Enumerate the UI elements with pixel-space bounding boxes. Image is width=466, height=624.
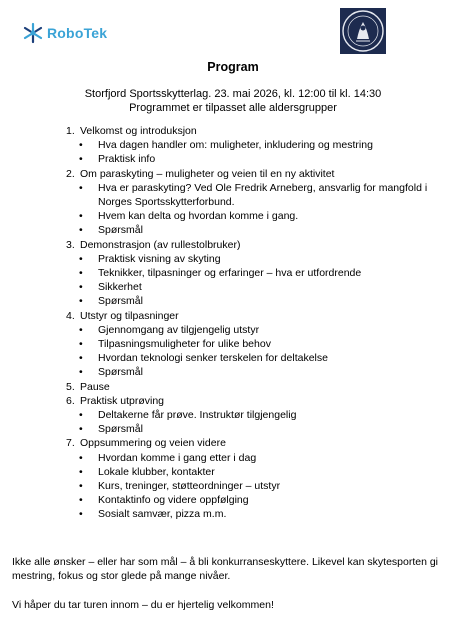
item-label: Velkomst og introduksjon [80,125,197,137]
program-list [66,124,456,522]
item-label: Utstyr og tilpasninger [80,309,179,322]
bullet-item: • Gjennomgang av tilgjengelig utstyr [66,323,456,337]
seal-emblem [340,8,386,54]
item-number: 7. [66,437,75,450]
audience-note: Programmet er tilpasset alle aldersgrupper [129,102,337,114]
item-number: 4. [66,309,75,322]
bullet-item: • Sikkerhet [66,280,456,294]
program-item [66,394,456,408]
bullet-list [66,138,456,166]
bullet-list [66,323,456,380]
bullet-item: • Praktisk info [66,152,456,166]
program-item [66,167,456,181]
bullet-list [66,451,456,522]
bullet-item: • Sosialt samvær, pizza m.m. [66,507,456,521]
bullet-item: • Hva dagen handler om: muligheter, inkludering og mestring [66,138,456,152]
item-label: Om paraskyting – muligheter og veien til en ny aktivitet [80,167,335,180]
bullet-item: • Spørsmål [66,422,456,436]
bullet-item: • Hvordan teknologi senker terskelen for deltakelse [66,351,456,365]
bullet-list [66,408,456,436]
program-item [66,124,456,138]
item-label: Praktisk utprøving [80,394,165,407]
item-number: 5. [66,380,75,393]
bullet-item: • Tilpasningsmuligheter for ulike behov [66,337,456,351]
bullet-item: • Spørsmål [66,365,456,379]
item-label: Demonstrasjon (av rullestolbruker) [80,238,241,251]
program-item [66,380,456,394]
bullet-item: • Kurs, treninger, støtteordninger – utstyr [66,479,456,493]
robotek-star-icon [22,22,44,44]
page-title: Program [207,60,259,74]
robotek-logo [22,22,107,44]
bullet-item: • Lokale klubber, kontakter [66,465,456,479]
logo-text: RoboTek [47,25,108,41]
item-number: 2. [66,167,75,180]
program-item [66,238,456,252]
bullet-item: • Deltakerne får prøve. Instruktør tilgjengelig [66,408,456,422]
item-label: Oppsummering og veien videre [80,437,226,450]
item-number: 3. [66,238,75,251]
item-number: 6. [66,394,75,407]
program-item [66,309,456,323]
bullet-item: • Hvordan komme i gang etter i dag [66,451,456,465]
welcome-line: Vi håper du tar turen innom – du er hjertelig velkommen! [12,599,274,611]
bullet-item: • Teknikker, tilpasninger og erfaringer – hva er utfordrende [66,266,456,280]
program-item [66,436,456,450]
bullet-item: • Hvem kan delta og hvordan komme i gang. [66,209,456,223]
item-number: 1. [66,125,75,137]
bullet-item: • Hva er paraskyting? Ved Ole Fredrik Arneberg, ansvarlig for mangfold i Norges Sportsskytterforbund. [66,181,456,209]
event-info: Storfjord Sportsskytterlag. 23. mai 2026, kl. 12:00 til kl. 14:30 [84,88,382,100]
bullet-list [66,181,456,238]
bullet-item: • Spørsmål [66,294,456,308]
item-label: Pause [80,380,110,393]
bullet-list [66,252,456,309]
bullet-item: • Spørsmål [66,223,456,237]
bullet-item: • Praktisk visning av skyting [66,252,456,266]
bullet-item: • Kontaktinfo og videre oppfølging [66,493,456,507]
closing-paragraph: Ikke alle ønsker – eller har som mål – å bli konkurranseskyttere. Likevel kan skytesporten gi mestring, fokus og stor glede på mange nivåer. [12,556,439,583]
